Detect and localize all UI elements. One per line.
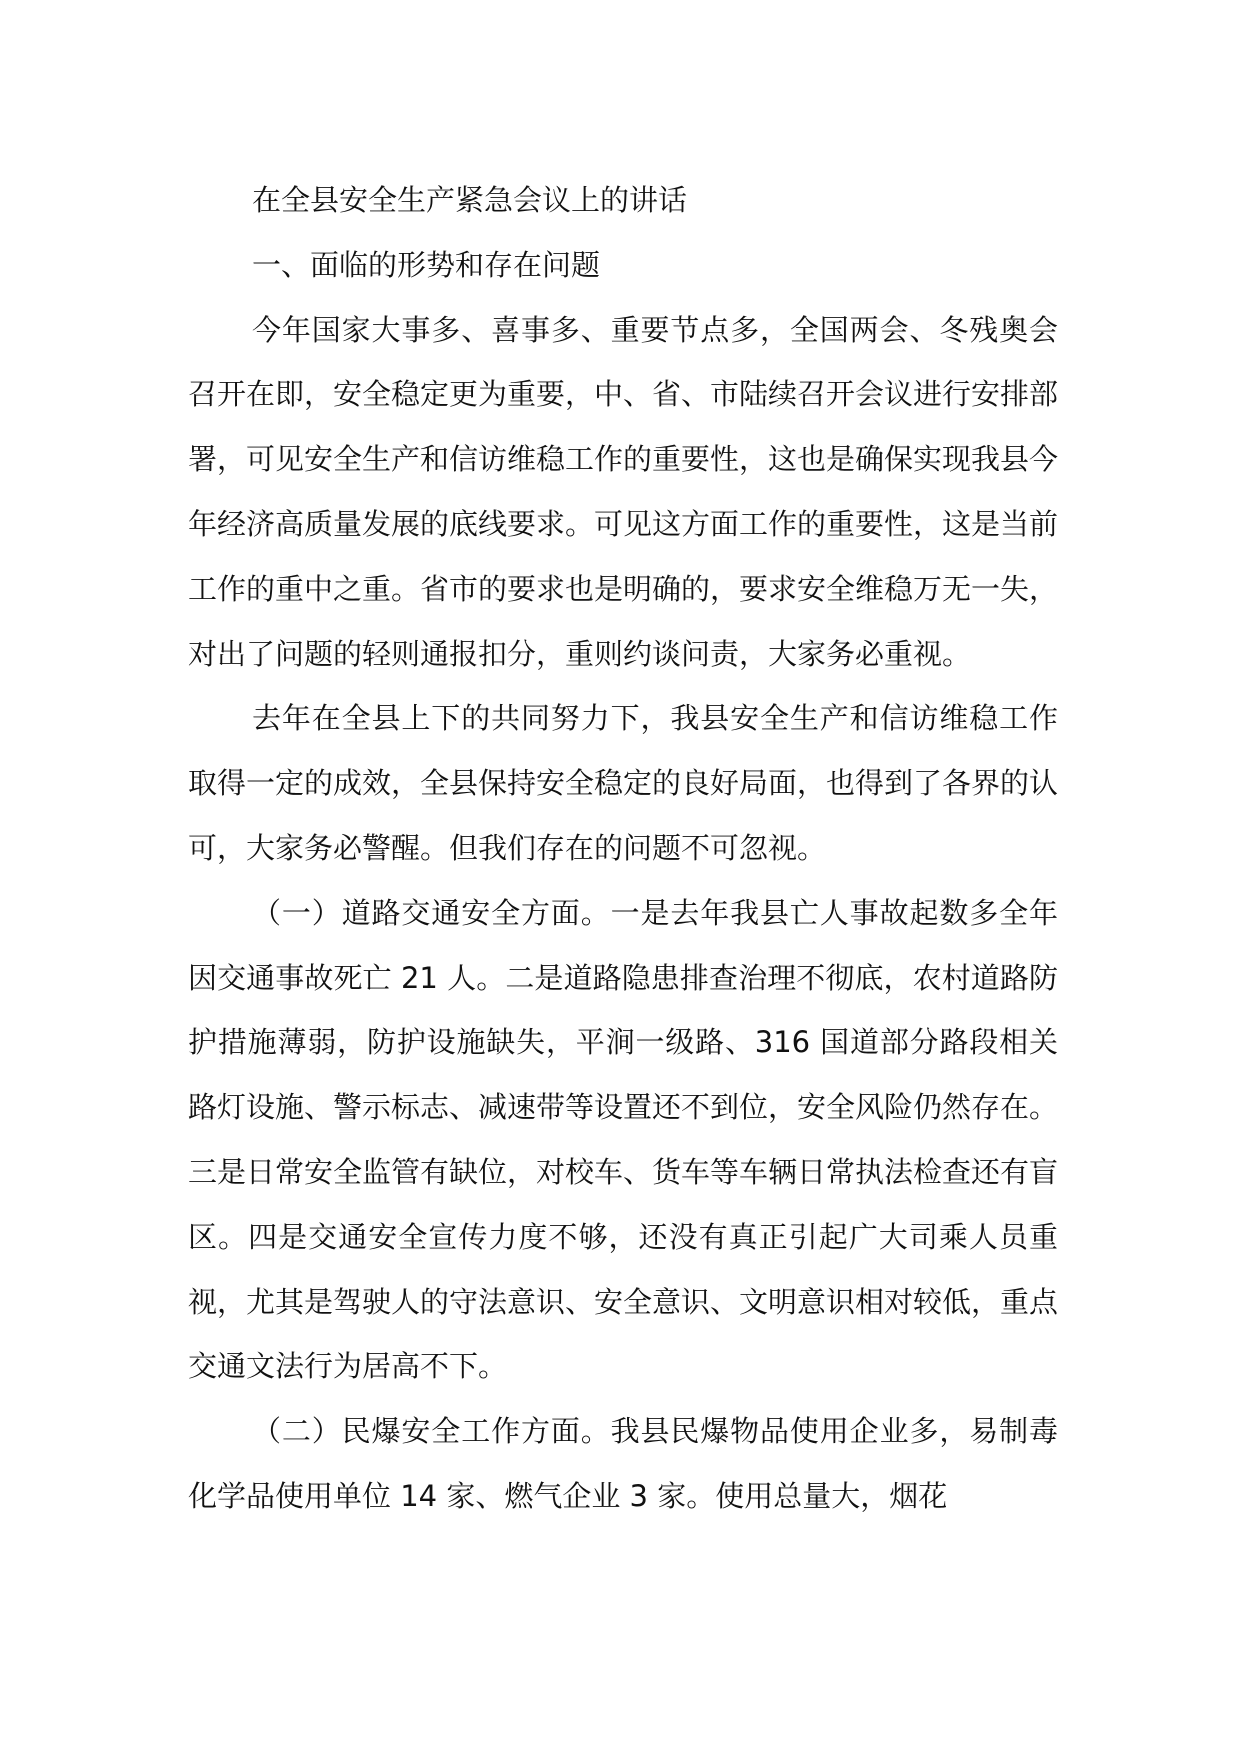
document-body <box>188 168 1058 1529</box>
section-heading: 一、面临的形势和存在问题 <box>252 247 601 282</box>
paragraph: 今年国家大事多、喜事多、重要节点多，全国两会、冬残奥会召开在即，安全稳定更为重要，中、省、市陆续召开会议进行安排部署，可见安全生产和信访维稳工作的重要性，这也是确保实现我县今年经济高质量发展的底线要求。可见这方面工作的重要性，这是当前工作的重中之重。省市的要求也是明确的，要求安全维稳万无一失，对出了问题的轻则通报扣分，重则约谈问责，大家务必重视。 <box>188 312 1059 671</box>
document-title: 在全县安全生产紧急会议上的讲话 <box>252 183 688 217</box>
paragraph: （二）民爆安全工作方面。我县民爆物品使用企业多，易制毒化学品使用单位 14 家、燃气企业 3 家。使用总量大，烟花 <box>188 1414 1058 1513</box>
paragraph: （一）道路交通安全方面。一是去年我县亡人事故起数多全年因交通事故死亡 21 人。二是道路隐患排查治理不彻底，农村道路防护措施薄弱，防护设施缺失，平涧一级路、316 国道部分路段相关路灯设施、警示标志、减速带等设置还不到位，安全风险仍然存在。三是日常安全监管有缺位，对校车、货车等车辆日常执法检查还有盲区。四是交通安全宣传力度不够，还没有真正引起广大司乘人员重视，尤其是驾驶人的守法意识、安全意识、文明意识相对较低，重点交通文法行为居高不下。 <box>188 895 1059 1384</box>
paragraph: 去年在全县上下的共同努力下，我县安全生产和信访维稳工作取得一定的成效，全县保持安全稳定的良好局面，也得到了各界的认可，大家务必警醒。但我们存在的问题不可忽视。 <box>188 701 1059 865</box>
